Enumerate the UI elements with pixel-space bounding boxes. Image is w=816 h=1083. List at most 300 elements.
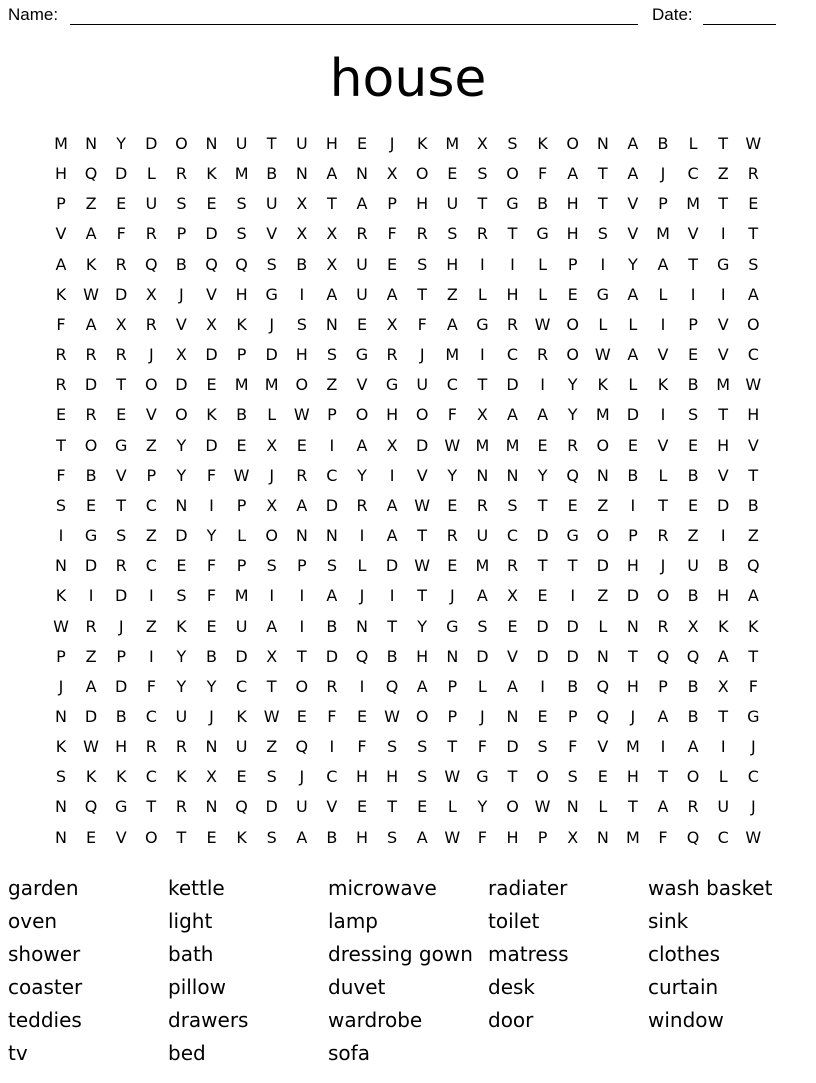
grid-letter[interactable]: W [414,556,431,576]
grid-letter[interactable]: A [386,495,398,515]
grid-letter[interactable]: L [267,405,277,425]
grid-letter[interactable]: M [445,134,460,153]
grid-letter[interactable]: K [85,254,97,274]
grid-letter[interactable]: P [688,314,698,334]
grid-letter[interactable]: Z [85,646,97,666]
grid-letter[interactable]: L [688,134,698,153]
grid-letter[interactable]: I [630,495,636,515]
grid-letter[interactable]: D [115,164,128,184]
grid-letter[interactable]: V [597,737,609,757]
grid-letter[interactable]: B [236,405,248,425]
grid-letter[interactable]: D [717,495,730,515]
grid-letter[interactable]: J [660,164,666,184]
grid-letter[interactable]: H [355,767,369,787]
grid-letter[interactable]: R [476,495,488,515]
grid-letter[interactable]: D [626,405,640,425]
grid-letter[interactable]: T [327,194,337,214]
grid-letter[interactable]: W [534,314,551,334]
grid-letter[interactable]: B [537,194,549,214]
grid-letter[interactable]: U [295,134,308,153]
grid-letter[interactable]: S [176,586,187,606]
grid-letter[interactable]: D [476,646,489,666]
grid-letter[interactable]: O [265,526,278,546]
grid-letter[interactable]: I [88,586,94,606]
grid-letter[interactable]: Y [206,526,217,546]
grid-letter[interactable]: T [718,405,729,425]
grid-letter[interactable]: N [55,797,67,817]
grid-letter[interactable]: I [720,284,726,304]
grid-letter[interactable]: E [627,435,638,455]
grid-letter[interactable]: Y [447,465,458,485]
grid-letter[interactable]: D [536,646,549,666]
grid-letter[interactable]: S [417,254,428,274]
grid-letter[interactable]: K [85,767,97,787]
grid-letter[interactable]: H [717,435,730,455]
grid-letter[interactable]: H [717,586,730,606]
grid-letter[interactable]: E [748,194,759,214]
grid-letter[interactable]: B [687,465,699,485]
grid-letter[interactable]: O [506,164,519,184]
grid-letter[interactable]: N [506,465,519,485]
grid-letter[interactable]: K [55,284,67,304]
grid-letter[interactable]: G [114,435,128,455]
grid-letter[interactable]: J [449,586,455,606]
grid-letter[interactable]: H [506,284,519,304]
grid-letter[interactable]: A [356,435,368,455]
grid-letter[interactable]: P [628,526,638,546]
grid-letter[interactable]: T [507,767,518,787]
grid-letter[interactable]: W [745,827,762,847]
grid-letter[interactable]: I [720,224,726,244]
grid-letter[interactable]: L [477,284,487,304]
grid-letter[interactable]: D [536,526,549,546]
grid-letter[interactable]: T [597,194,608,214]
grid-letter[interactable]: A [476,586,488,606]
grid-letter[interactable]: U [356,254,368,274]
grid-letter[interactable]: N [55,827,67,847]
grid-letter[interactable]: E [447,556,458,576]
grid-letter[interactable]: J [58,676,64,696]
grid-letter[interactable]: V [206,284,217,304]
grid-letter[interactable]: P [447,706,458,726]
grid-letter[interactable]: S [417,737,428,757]
grid-letter[interactable]: D [506,375,519,395]
grid-letter[interactable]: S [537,737,548,757]
grid-letter[interactable]: W [293,405,310,425]
grid-letter[interactable]: Q [145,254,158,274]
grid-letter[interactable]: E [356,134,368,153]
grid-letter[interactable]: C [717,827,729,847]
grid-letter[interactable]: A [657,706,669,726]
grid-letter[interactable]: B [657,134,669,153]
grid-letter[interactable]: H [386,767,399,787]
grid-letter[interactable]: R [326,676,338,696]
grid-letter[interactable]: A [416,676,428,696]
grid-letter[interactable]: P [56,194,66,214]
grid-letter[interactable]: A [55,254,67,274]
grid-letter[interactable]: A [627,345,639,365]
grid-letter[interactable]: N [205,797,218,817]
grid-letter[interactable]: T [748,646,759,666]
grid-letter[interactable]: F [748,676,758,696]
grid-letter[interactable]: N [596,827,609,847]
grid-letter[interactable]: R [85,345,97,365]
grid-letter[interactable]: N [446,646,459,666]
grid-letter[interactable]: S [567,767,578,787]
grid-letter[interactable]: O [175,134,188,153]
grid-letter[interactable]: W [263,706,280,726]
grid-letter[interactable]: Y [477,797,488,817]
grid-letter[interactable]: R [446,526,458,546]
grid-letter[interactable]: I [540,676,545,696]
grid-letter[interactable]: S [477,164,488,184]
grid-letter[interactable]: T [296,646,307,666]
grid-letter[interactable]: T [688,254,698,274]
grid-letter[interactable]: N [175,495,188,515]
grid-letter[interactable]: I [480,254,485,274]
grid-letter[interactable]: T [748,224,759,244]
grid-letter[interactable]: X [266,435,278,455]
grid-letter[interactable]: O [566,314,579,334]
grid-letter[interactable]: E [567,495,578,515]
grid-letter[interactable]: D [115,586,128,606]
grid-letter[interactable]: W [594,345,611,365]
grid-letter[interactable]: I [269,586,275,606]
grid-letter[interactable]: S [266,254,277,274]
grid-letter[interactable]: L [447,797,457,817]
grid-letter[interactable]: S [326,345,337,365]
grid-letter[interactable]: L [658,284,668,304]
grid-letter[interactable]: H [355,827,369,847]
grid-letter[interactable]: N [295,164,308,184]
grid-letter[interactable]: V [687,224,699,244]
grid-letter[interactable]: E [236,767,247,787]
grid-letter[interactable]: I [299,616,305,636]
grid-letter[interactable]: G [476,314,489,334]
grid-letter[interactable]: D [115,676,128,696]
grid-letter[interactable]: R [55,375,67,395]
grid-letter[interactable]: E [206,616,217,636]
grid-letter[interactable]: H [325,134,338,153]
grid-letter[interactable]: S [417,767,428,787]
grid-letter[interactable]: D [566,646,579,666]
grid-letter[interactable]: O [145,827,158,847]
grid-letter[interactable]: A [657,254,669,274]
grid-letter[interactable]: R [55,345,67,365]
grid-letter[interactable]: D [84,706,98,726]
grid-letter[interactable]: M [505,435,520,455]
grid-letter[interactable]: T [658,495,668,515]
grid-letter[interactable]: L [477,676,487,696]
grid-letter[interactable]: T [116,375,127,395]
grid-letter[interactable]: Q [355,646,369,666]
grid-letter[interactable]: L [538,284,548,304]
grid-letter[interactable]: L [628,314,638,334]
grid-letter[interactable]: D [416,435,429,455]
grid-letter[interactable]: L [658,465,668,485]
grid-letter[interactable]: F [56,314,66,334]
grid-letter[interactable]: D [385,556,399,576]
grid-letter[interactable]: Y [567,375,578,395]
grid-letter[interactable]: N [55,556,67,576]
grid-letter[interactable]: M [475,556,490,576]
grid-letter[interactable]: J [750,797,756,817]
grid-letter[interactable]: E [688,435,699,455]
grid-letter[interactable]: Z [597,495,609,515]
grid-letter[interactable]: V [657,345,669,365]
grid-letter[interactable]: B [687,706,699,726]
grid-letter[interactable]: T [146,797,157,817]
grid-letter[interactable]: C [506,526,519,546]
grid-letter[interactable]: D [205,345,218,365]
grid-letter[interactable]: R [747,164,759,184]
grid-letter[interactable]: Q [656,646,670,666]
grid-letter[interactable]: V [507,646,518,666]
grid-letter[interactable]: N [626,616,639,636]
grid-letter[interactable]: W [53,616,69,636]
grid-letter[interactable]: U [175,706,188,726]
grid-letter[interactable]: E [116,194,127,214]
grid-letter[interactable]: A [717,646,729,666]
grid-letter[interactable]: P [56,646,66,666]
grid-letter[interactable]: T [116,495,127,515]
grid-letter[interactable]: M [475,435,490,455]
grid-letter[interactable]: P [658,676,668,696]
grid-letter[interactable]: E [387,254,398,274]
grid-letter[interactable]: K [597,375,609,395]
grid-letter[interactable]: C [145,767,157,787]
grid-letter[interactable]: V [266,224,278,244]
grid-letter[interactable]: H [506,827,519,847]
grid-letter[interactable]: O [295,375,309,395]
grid-letter[interactable]: D [115,284,128,304]
grid-letter[interactable]: H [295,345,308,365]
grid-letter[interactable]: H [626,767,639,787]
grid-letter[interactable]: Y [116,134,127,153]
grid-letter[interactable]: F [568,737,578,757]
grid-letter[interactable]: S [597,224,608,244]
grid-letter[interactable]: S [266,827,277,847]
grid-letter[interactable]: E [176,556,187,576]
grid-letter[interactable]: E [356,797,368,817]
grid-letter[interactable]: R [386,345,398,365]
grid-letter[interactable]: T [417,586,428,606]
grid-letter[interactable]: X [296,224,308,244]
grid-letter[interactable]: B [567,676,579,696]
grid-letter[interactable]: V [115,827,127,847]
grid-letter[interactable]: F [206,586,217,606]
grid-letter[interactable]: D [235,646,248,666]
grid-letter[interactable]: S [326,556,337,576]
grid-letter[interactable]: M [234,164,249,184]
grid-letter[interactable]: X [476,405,488,425]
grid-letter[interactable]: M [234,586,249,606]
grid-letter[interactable]: G [747,706,760,726]
grid-letter[interactable]: G [566,526,579,546]
grid-letter[interactable]: F [56,465,66,485]
grid-letter[interactable]: V [356,375,368,395]
grid-letter[interactable]: K [717,616,729,636]
grid-letter[interactable]: O [596,435,610,455]
grid-letter[interactable]: Q [686,646,700,666]
grid-letter[interactable]: G [385,375,399,395]
grid-letter[interactable]: L [598,314,608,334]
grid-letter[interactable]: H [626,676,639,696]
grid-letter[interactable]: T [718,194,729,214]
grid-letter[interactable]: U [145,194,158,214]
grid-letter[interactable]: T [628,646,638,666]
grid-letter[interactable]: F [206,556,217,576]
grid-letter[interactable]: H [747,405,760,425]
grid-letter[interactable]: B [326,827,338,847]
grid-letter[interactable]: M [716,375,731,395]
grid-letter[interactable]: I [690,284,696,304]
grid-letter[interactable]: T [447,737,458,757]
grid-letter[interactable]: L [237,526,247,546]
grid-letter[interactable]: U [295,797,308,817]
grid-letter[interactable]: A [446,314,458,334]
grid-letter[interactable]: A [687,737,699,757]
grid-letter[interactable]: Y [176,435,187,455]
grid-letter[interactable]: S [387,827,398,847]
grid-letter[interactable]: T [718,134,729,153]
grid-letter[interactable]: J [299,767,305,787]
grid-letter[interactable]: N [205,737,218,757]
grid-letter[interactable]: U [235,737,248,757]
grid-letter[interactable]: I [540,375,545,395]
grid-letter[interactable]: E [296,706,307,726]
grid-letter[interactable]: C [687,164,699,184]
grid-letter[interactable]: I [299,284,305,304]
grid-letter[interactable]: D [536,616,549,636]
grid-letter[interactable]: T [477,375,488,395]
grid-letter[interactable]: A [627,164,639,184]
grid-letter[interactable]: A [356,194,368,214]
grid-letter[interactable]: N [356,616,368,636]
grid-letter[interactable]: K [657,375,669,395]
grid-letter[interactable]: G [596,284,609,304]
grid-letter[interactable]: U [235,134,248,153]
grid-letter[interactable]: S [477,616,488,636]
grid-letter[interactable]: R [657,526,669,546]
grid-letter[interactable]: R [115,254,127,274]
grid-letter[interactable]: R [567,435,579,455]
grid-letter[interactable]: B [85,465,97,485]
grid-letter[interactable]: U [446,194,459,214]
grid-letter[interactable]: P [537,827,548,847]
grid-letter[interactable]: X [717,676,729,696]
grid-letter[interactable]: H [235,284,248,304]
grid-letter[interactable]: K [115,767,127,787]
grid-letter[interactable]: R [506,556,519,576]
grid-letter[interactable]: I [720,526,726,546]
grid-letter[interactable]: Y [537,465,548,485]
grid-letter[interactable]: A [326,164,338,184]
grid-letter[interactable]: Z [446,284,458,304]
grid-letter[interactable]: M [54,134,68,153]
grid-letter[interactable]: T [537,556,548,576]
grid-letter[interactable]: T [266,676,277,696]
grid-letter[interactable]: G [355,345,369,365]
grid-letter[interactable]: R [145,314,157,334]
grid-letter[interactable]: S [447,224,458,244]
grid-letter[interactable]: W [233,465,250,485]
grid-letter[interactable]: T [477,194,488,214]
grid-letter[interactable]: K [55,737,67,757]
grid-letter[interactable]: M [264,375,279,395]
grid-letter[interactable]: X [476,134,488,153]
grid-letter[interactable]: T [56,435,66,455]
grid-letter[interactable]: P [327,405,337,425]
grid-letter[interactable]: L [628,375,638,395]
grid-letter[interactable]: Y [567,405,578,425]
grid-letter[interactable]: E [447,164,458,184]
grid-letter[interactable]: S [236,224,247,244]
grid-letter[interactable]: R [85,616,97,636]
grid-letter[interactable]: N [85,134,98,153]
grid-letter[interactable]: P [116,646,127,666]
grid-letter[interactable]: I [510,254,515,274]
grid-letter[interactable]: R [356,495,368,515]
grid-letter[interactable]: P [236,495,247,515]
grid-letter[interactable]: J [269,314,275,334]
grid-letter[interactable]: B [747,495,759,515]
grid-letter[interactable]: J [118,616,124,636]
grid-letter[interactable]: P [447,676,458,696]
grid-letter[interactable]: E [236,435,247,455]
grid-letter[interactable]: T [417,284,428,304]
grid-letter[interactable]: X [175,345,187,365]
grid-letter[interactable]: W [745,375,762,395]
grid-letter[interactable]: S [507,495,518,515]
grid-letter[interactable]: X [507,586,518,606]
grid-letter[interactable]: I [329,435,335,455]
grid-letter[interactable]: V [627,224,639,244]
grid-letter[interactable]: X [115,314,127,334]
grid-letter[interactable]: I [389,465,395,485]
grid-letter[interactable]: A [85,314,97,334]
grid-letter[interactable]: O [566,134,579,153]
grid-letter[interactable]: G [716,254,730,274]
grid-letter[interactable]: O [175,405,188,425]
grid-letter[interactable]: O [536,767,549,787]
grid-letter[interactable]: T [658,767,668,787]
grid-letter[interactable]: O [566,345,579,365]
grid-letter[interactable]: G [506,194,519,214]
grid-letter[interactable]: L [538,254,548,274]
grid-letter[interactable]: X [266,495,278,515]
grid-letter[interactable]: P [176,224,187,244]
grid-letter[interactable]: E [447,495,458,515]
grid-letter[interactable]: K [236,706,247,726]
grid-letter[interactable]: A [326,586,338,606]
grid-letter[interactable]: L [718,767,728,787]
grid-letter[interactable]: J [480,706,485,726]
grid-letter[interactable]: O [415,405,429,425]
grid-letter[interactable]: N [325,526,338,546]
grid-letter[interactable]: Z [266,737,278,757]
grid-letter[interactable]: I [148,586,154,606]
grid-letter[interactable]: O [656,586,670,606]
grid-letter[interactable]: C [145,495,157,515]
grid-letter[interactable]: T [417,526,428,546]
grid-letter[interactable]: A [296,495,308,515]
grid-letter[interactable]: A [296,827,308,847]
grid-letter[interactable]: N [476,465,489,485]
grid-letter[interactable]: J [750,737,756,757]
grid-letter[interactable]: B [296,254,308,274]
grid-letter[interactable]: E [537,586,548,606]
